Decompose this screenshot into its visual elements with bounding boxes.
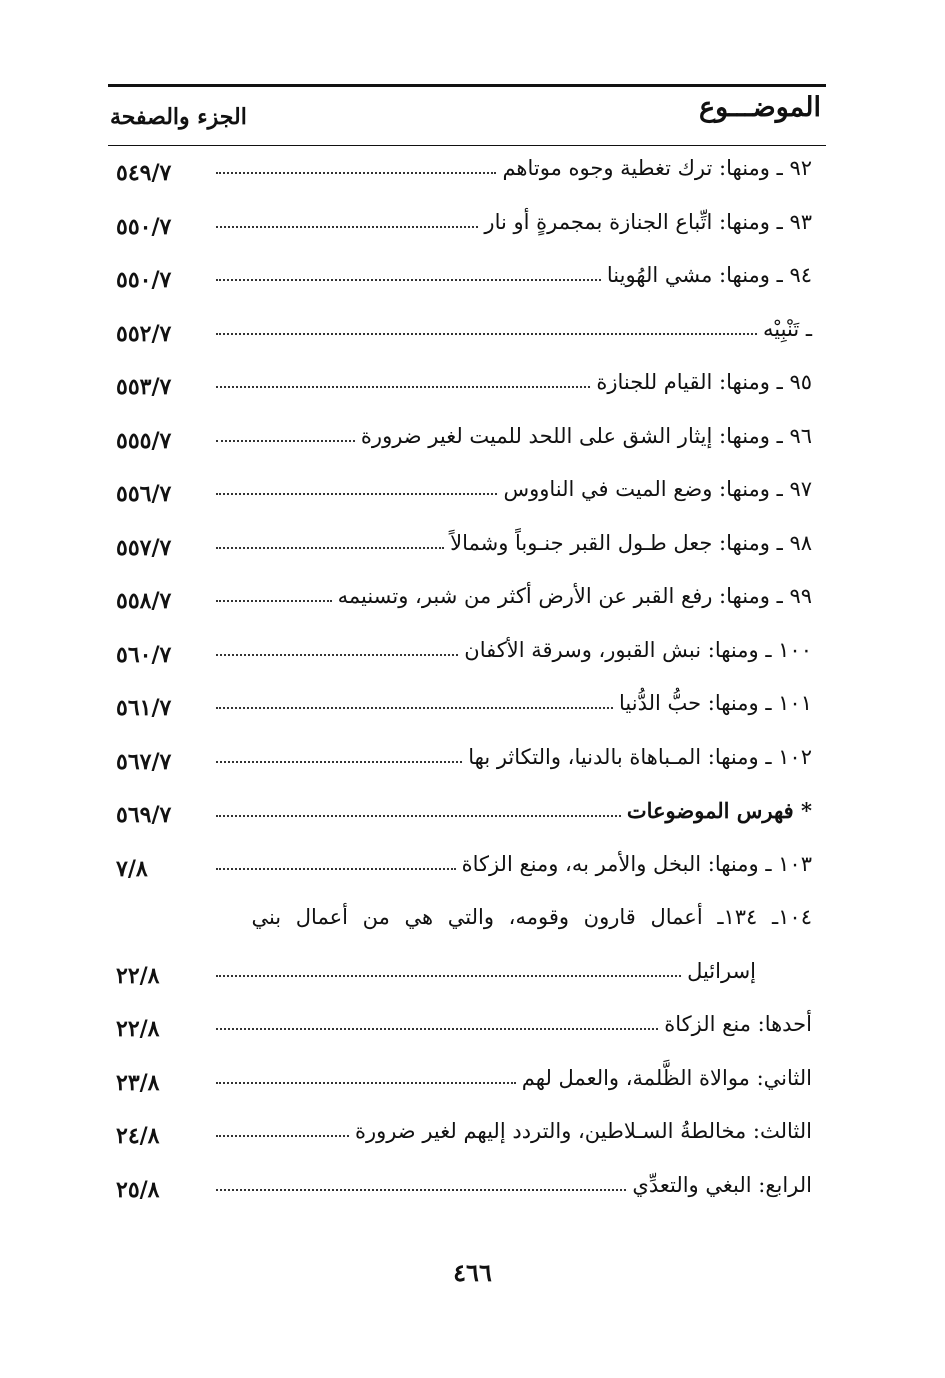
dot-leader [216,1189,626,1191]
index-row [108,844,826,898]
index-row [108,1165,826,1219]
entry-page-ref: ٢٢/٨ [116,1016,160,1042]
entry-title: ـ تَنْبِيْه [763,316,812,341]
index-row [108,469,826,523]
entry-page-ref: ٥٦٠/٧ [116,641,172,668]
top-rule [108,84,826,87]
entry-page-ref: ٥٦٧/٧ [116,748,172,775]
index-row [108,897,826,951]
index-entry [216,531,812,555]
entry-page-ref: ٥٦١/٧ [116,695,172,721]
dot-leader [216,600,332,602]
entry-title: ١٠٣ ـ ومنها: البخل والأمر به، ومنع الزكاة [461,851,812,876]
dot-leader [216,333,757,335]
index-entry [216,424,812,448]
entry-page-ref: ٢٥/٨ [116,1176,160,1203]
entry-page-ref: ٢٣/٨ [116,1069,160,1096]
index-row [108,523,826,577]
index-entry [216,370,812,394]
index-entry [216,263,812,287]
index-entry [216,745,812,769]
index-row [108,309,826,363]
index-entry [216,210,812,234]
index-entry [216,798,812,823]
index-entry [216,477,812,501]
entry-title: ٩٢ ـ ومنها: ترك تغطية وجوه موتاهم [502,156,812,180]
dot-leader [216,547,444,549]
index-row [108,255,826,309]
entry-title: ٩٣ ـ ومنها: اتِّباع الجنازة بمجمرةٍ أو نار [484,209,812,234]
dot-leader [216,440,355,442]
index-row [108,416,826,470]
entry-page-ref: ٥٤٩/٧ [116,160,172,186]
page-number: ٤٦٦ [453,1258,492,1287]
dot-leader [216,386,590,388]
index-row [108,683,826,737]
entry-title: إسرائيل [687,958,756,983]
entry-title: الثالث: مخالطةُ السـلاطين، والتردد إليهم لغير ضرورة [354,1119,812,1143]
entry-page-ref: ٥٥٣/٧ [116,374,172,400]
dot-leader [216,815,621,817]
index-row [108,576,826,630]
entry-page-ref: ٥٥٢/٧ [116,320,172,347]
index-entry [216,584,812,608]
dot-leader [216,172,496,174]
dot-leader [216,654,458,656]
entry-page-ref: ٥٥٧/٧ [116,534,172,561]
dot-leader [216,493,497,495]
index-entry [216,905,812,929]
entry-title: ٩٩ ـ ومنها: رفع القبر عن الأرض أكثر من شبر، وتسنيمه [337,584,812,608]
index-entry [216,959,756,983]
dot-leader [216,1082,516,1084]
entry-title: ١٠٤ـ ١٣٤ـ أعمال قارون وقومه، والتي هي من أعمال بني [251,905,812,929]
index-entry [216,1066,812,1090]
header-rule [108,145,826,146]
index-row [108,1111,826,1165]
dot-leader [216,226,478,228]
entry-title: * فهرس الموضوعات [626,798,812,823]
entry-page-ref: ٥٥٦/٧ [116,481,172,507]
index-row [108,737,826,791]
dot-leader [216,975,681,977]
index-row [108,202,826,256]
index-entry [216,638,812,662]
index-row [108,1004,826,1058]
index-row [108,1058,826,1112]
index-entry [216,1173,812,1197]
entry-page-ref: ٥٥٠/٧ [116,213,172,240]
entry-page-ref: ٥٥٥/٧ [116,427,172,454]
entry-title: ٩٦ ـ ومنها: إيثار الشق على اللحد للميت لغير ضرورة [360,423,812,448]
entry-title: أحدها: منع الزكاة [664,1012,812,1036]
index-entry [216,1012,812,1036]
entry-page-ref: ٥٥٨/٧ [116,588,172,614]
entry-title: الرابع: البغي والتعدِّي [632,1172,812,1197]
dot-leader [216,1135,349,1137]
entry-page-ref: ٧/٨ [116,855,148,882]
entry-page-ref: ٥٦٩/٧ [116,802,172,828]
entry-page-ref: ٢٤/٨ [116,1123,160,1149]
entry-title: ٩٧ ـ ومنها: وضع الميت في الناووس [503,477,812,501]
entry-page-ref: ٥٥٠/٧ [116,267,172,293]
index-table [108,148,826,1218]
entry-page-ref: ٢٢/٨ [116,962,160,989]
index-row [108,148,826,202]
index-row [108,630,826,684]
index-row [108,951,826,1005]
index-entry [216,156,812,180]
index-entry [216,852,812,876]
entry-title: ٩٨ ـ ومنها: جعل طـول القبر جنـوباً وشمالاً [450,530,812,555]
entry-title: الثاني: موالاة الظَّلمة، والعمل لهم [521,1065,812,1090]
header-page-label: الجزء والصفحة [110,104,247,130]
entry-title: ١٠٠ ـ ومنها: نبش القبور، وسرقة الأكفان [464,637,812,662]
index-entry [216,1119,812,1143]
index-row [108,790,826,844]
entry-title: ٩٤ ـ ومنها: مشي الهُوينا [606,263,812,287]
index-row [108,362,826,416]
dot-leader [216,868,456,870]
index-entry [216,691,812,715]
header-subject-label: الموضـــوع [698,92,821,123]
dot-leader [216,707,613,709]
dot-leader [216,1028,658,1030]
entry-title: ١٠١ ـ ومنها: حبُّ الدُّنيا [618,691,812,715]
entry-title: ١٠٢ ـ ومنها: المـباهاة بالدنيا، والتكاثر بها [468,744,812,769]
entry-title: ٩٥ ـ ومنها: القيام للجنازة [596,370,812,394]
index-entry [216,317,812,341]
dot-leader [216,761,462,763]
dot-leader [216,279,601,281]
